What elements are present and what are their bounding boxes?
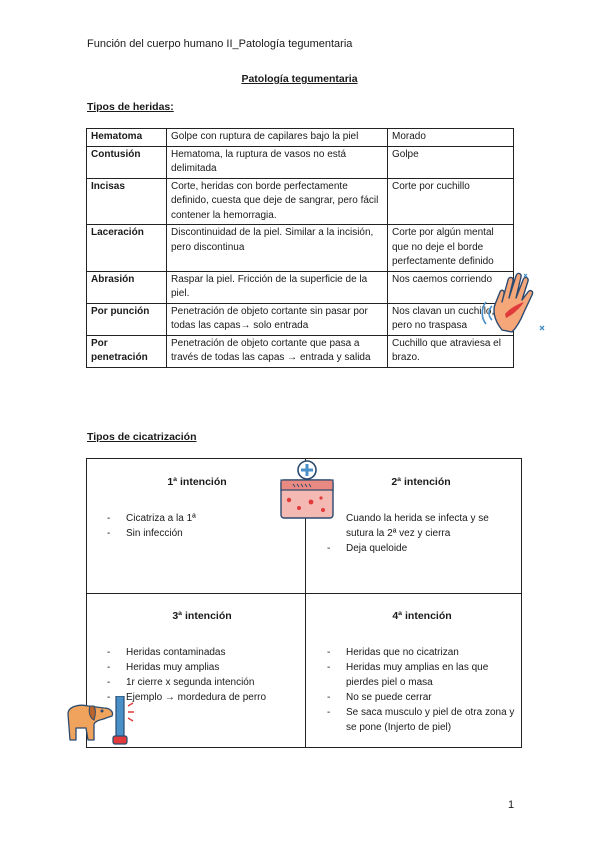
- list-item: - Heridas que no cicatrizan: [327, 645, 517, 660]
- document-header: Función del cuerpo humano II_Patología tegumentaria: [87, 38, 353, 50]
- table-row: [87, 225, 514, 272]
- table-row: [87, 335, 514, 367]
- healing-cell-heading: 3ª intención: [172, 610, 232, 622]
- table-row: [87, 178, 514, 225]
- list-item: - Deja queloide: [327, 541, 515, 556]
- page-number: 1: [508, 799, 515, 811]
- list-item: - Heridas muy amplias en las que pierdes piel o masa: [327, 660, 517, 690]
- grid-divider-horizontal: [87, 593, 521, 594]
- list-item: - Se saca musculo y piel de otra zona y se pone (Injerto de piel): [327, 705, 517, 735]
- wound-definition-cell: Corte, heridas con borde perfectamente definido, cuesta que deje de sangrar, pero fácil contener la hemorragia.: [167, 178, 388, 225]
- wound-example-cell: Morado: [388, 129, 514, 147]
- page-title: Patología tegumentaria: [241, 73, 358, 85]
- wound-example-cell: Golpe: [388, 146, 514, 178]
- wound-example-cell: Corte por algún mental que no deje el borde perfectamente definido: [388, 225, 514, 272]
- wound-term-cell: Laceración: [87, 225, 167, 272]
- wounds-section-title: Tipos de heridas:: [87, 101, 174, 113]
- table-row: [87, 303, 514, 335]
- list-item: - Heridas contaminadas: [107, 645, 297, 660]
- wound-term-cell: Por punción: [87, 303, 167, 335]
- list-item: - Cicatriza a la 1ª: [107, 511, 287, 526]
- healing-cell-third: [107, 609, 297, 705]
- wound-example-cell: Nos caemos corriendo: [388, 271, 514, 303]
- healing-cell-heading: 4ª intención: [392, 610, 452, 622]
- injured-hand-icon: [480, 268, 548, 340]
- wound-example-cell: Corte por cuchillo: [388, 178, 514, 225]
- list-item: - Heridas muy amplias: [107, 660, 297, 675]
- wound-term-cell: Contusión: [87, 146, 167, 178]
- healing-cell-second: [327, 475, 515, 556]
- healing-cell-heading: 2ª intención: [391, 476, 451, 488]
- healing-cell-first: [107, 475, 287, 541]
- wound-definition-cell: Penetración de objeto cortante sin pasar por todas las capas→ solo entrada: [167, 303, 388, 335]
- wound-example-cell: Cuchillo que atraviesa el brazo.: [388, 335, 514, 367]
- wound-term-cell: Hematoma: [87, 129, 167, 147]
- wound-term-cell: Por penetración: [87, 335, 167, 367]
- healing-cell-heading: 1ª intención: [167, 476, 227, 488]
- wound-types-table: [86, 128, 514, 368]
- list-item: - Ejemplo → mordedura de perro: [107, 690, 297, 705]
- skin-layers-icon: [277, 460, 337, 522]
- table-row: [87, 146, 514, 178]
- list-item: - Sin infección: [107, 526, 287, 541]
- list-item: - Cuando la herida se infecta y se sutura la 2ª vez y cierra: [327, 511, 515, 541]
- table-row: [87, 271, 514, 303]
- healing-section-title: Tipos de cicatrización: [87, 431, 197, 443]
- table-row: [87, 129, 514, 147]
- wound-definition-cell: Discontinuidad de la piel. Similar a la incisión, pero discontinua: [167, 225, 388, 272]
- wound-example-cell: Nos clavan un cuchillo, pero no traspasa: [388, 303, 514, 335]
- list-item: - No se puede cerrar: [327, 690, 517, 705]
- wound-definition-cell: Raspar la piel. Fricción de la superficie de la piel.: [167, 271, 388, 303]
- wound-definition-cell: Hematoma, la ruptura de vasos no está delimitada: [167, 146, 388, 178]
- dog-bite-icon: [66, 696, 138, 750]
- wound-definition-cell: Golpe con ruptura de capilares bajo la piel: [167, 129, 388, 147]
- wound-definition-cell: Penetración de objeto cortante que pasa a través de todas las capas → entrada y salida: [167, 335, 388, 367]
- wound-term-cell: Incisas: [87, 178, 167, 225]
- list-item: - 1r cierre x segunda intención: [107, 675, 297, 690]
- healing-cell-fourth: [327, 609, 517, 735]
- wound-term-cell: Abrasión: [87, 271, 167, 303]
